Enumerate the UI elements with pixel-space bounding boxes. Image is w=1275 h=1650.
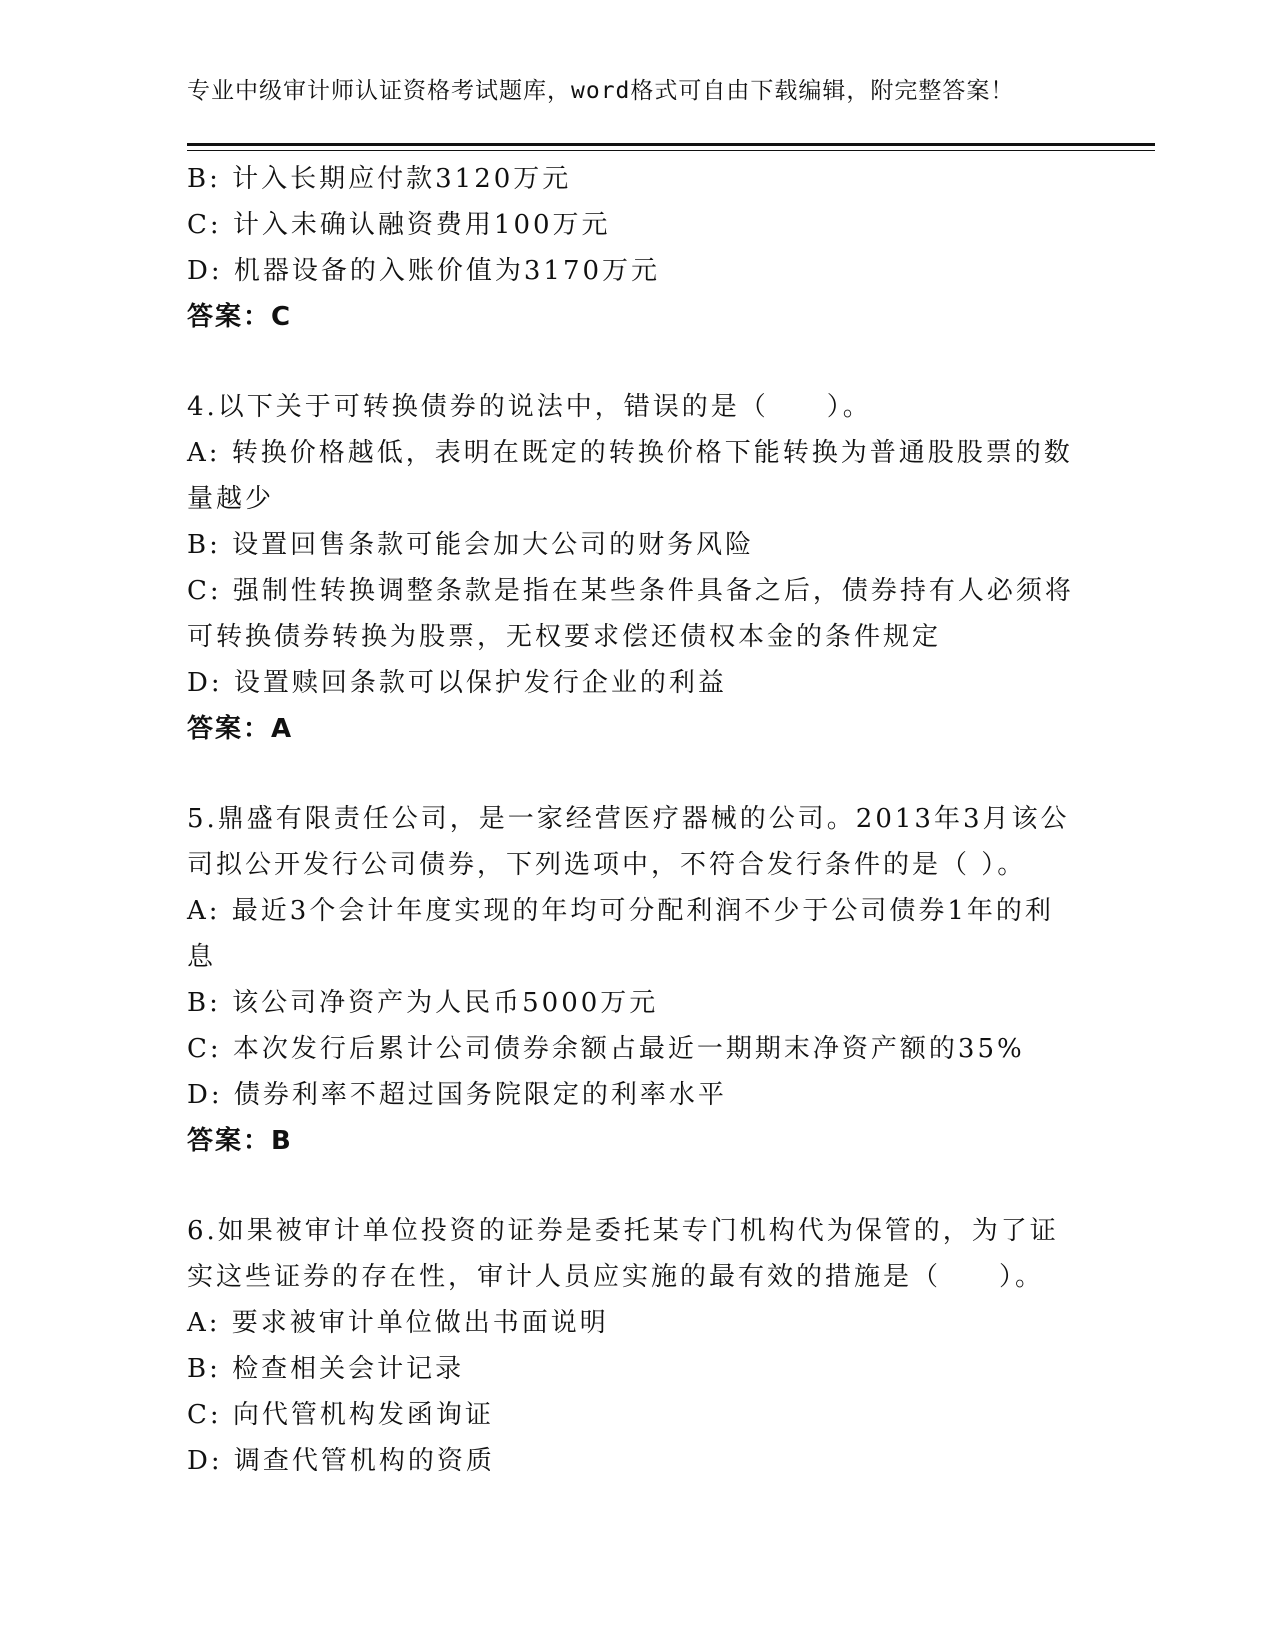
header-rule-thick [187,143,1155,146]
question-3 [187,156,1077,340]
option-c: C: 向代管机构发函询证 [187,1400,494,1430]
option-c: C: 强制性转换调整条款是指在某些条件具备之后，债券持有人必须将 [187,576,1074,606]
header-rule-thin [187,150,1155,151]
answer-line: 答案：C [187,302,293,332]
option-b: B: 计入长期应付款3120万元 [187,164,572,194]
option-d: D: 机器设备的入账价值为3170万元 [187,256,661,286]
option-d: D: 调查代管机构的资质 [187,1446,495,1476]
question-4 [187,384,1077,752]
question-stem: 4.以下关于可转换债券的说法中，错误的是（ ）。 [187,392,872,422]
option-a: A: 最近3个会计年度实现的年均可分配利润不少于公司债券1年的利 [187,896,1054,926]
option-c-cont: 可转换债券转换为股票，无权要求偿还债权本金的条件规定 [187,622,942,652]
question-stem-cont: 司拟公开发行公司债券，下列选项中，不符合发行条件的是（ ）。 [187,850,1027,880]
option-a-cont: 量越少 [187,484,275,514]
question-5 [187,796,1077,1164]
option-b: B: 设置回售条款可能会加大公司的财务风险 [187,530,755,560]
question-stem-cont: 实这些证券的存在性，审计人员应实施的最有效的措施是（ ）。 [187,1262,1045,1292]
answer-line: 答案：B [187,1126,293,1156]
option-d: D: 设置赎回条款可以保护发行企业的利益 [187,668,727,698]
option-b: B: 检查相关会计记录 [187,1354,465,1384]
question-stem: 6.如果被审计单位投资的证券是委托某专门机构代为保管的，为了证 [187,1216,1059,1246]
option-a-cont: 息 [187,942,217,972]
option-d: D: 债券利率不超过国务院限定的利率水平 [187,1080,727,1110]
answer-line: 答案：A [187,714,294,744]
option-c: C: 本次发行后累计公司债券余额占最近一期期末净资产额的35% [187,1034,1025,1064]
option-c: C: 计入未确认融资费用100万元 [187,210,611,240]
option-a: A: 转换价格越低，表明在既定的转换价格下能转换为普通股股票的数 [187,438,1073,468]
question-content [187,156,1077,1484]
page-header: 专业中级审计师认证资格考试题库，word格式可自由下载编辑，附完整答案！ [187,78,1015,104]
question-stem: 5.鼎盛有限责任公司，是一家经营医疗器械的公司。2013年3月该公 [187,804,1070,834]
option-b: B: 该公司净资产为人民币5000万元 [187,988,659,1018]
option-a: A: 要求被审计单位做出书面说明 [187,1308,609,1338]
question-6 [187,1208,1077,1484]
